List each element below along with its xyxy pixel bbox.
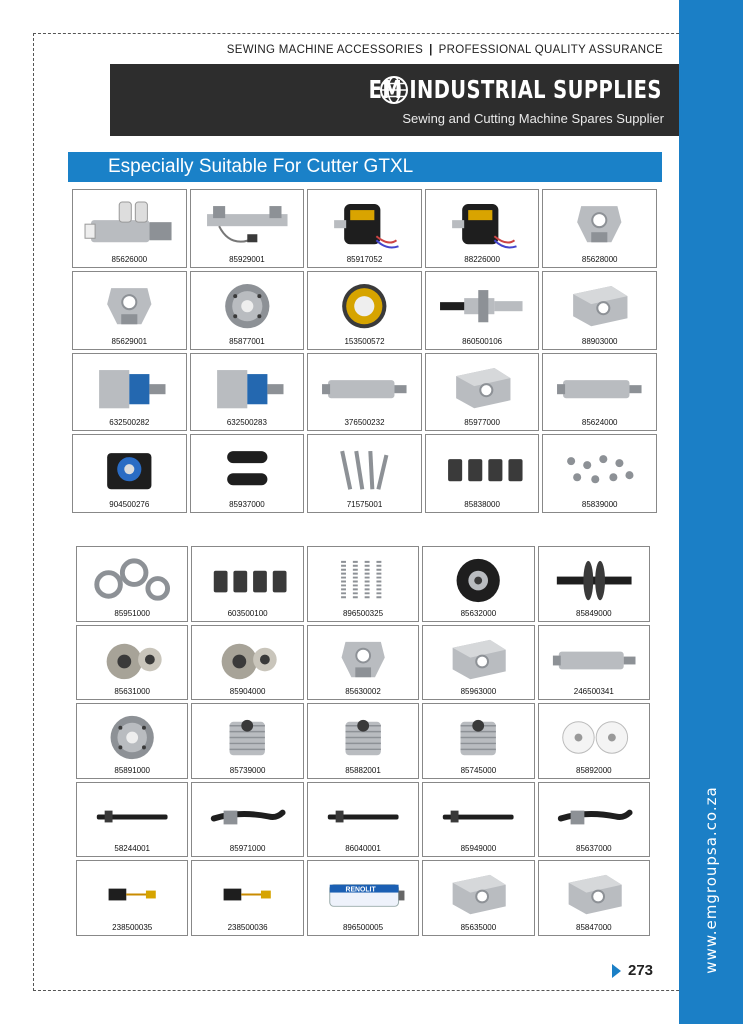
bushings-icon: [434, 441, 531, 497]
product-code: 896500005: [342, 922, 384, 932]
product-cell: [191, 782, 303, 858]
header-tagline: [227, 44, 663, 56]
product-cell: [307, 782, 419, 858]
product-cell: [307, 353, 422, 432]
website-url: www.emgroupsa.co.za: [702, 786, 720, 974]
brand-name: EM INDUSTRIAL SUPPLIES: [368, 75, 662, 104]
product-code: 85632000: [460, 608, 497, 618]
product-code: 85971000: [229, 844, 266, 854]
rings-icon: [85, 553, 179, 608]
product-cell: [307, 434, 422, 513]
section-title: Especially Suitable For Cutter GTXL: [68, 152, 662, 182]
product-cell: [191, 546, 303, 622]
gear-pulley-icon: [200, 710, 294, 765]
product-cell: [538, 860, 650, 936]
product-code: 632500282: [109, 418, 150, 428]
product-cell: [538, 782, 650, 858]
motor-icon: [316, 196, 413, 252]
product-cell: [190, 189, 305, 268]
tube-icon: [316, 867, 410, 922]
product-cell: [76, 703, 188, 779]
product-cell: [307, 703, 419, 779]
product-code: 85739000: [229, 765, 266, 775]
block-icon: [434, 360, 531, 416]
product-code: 85882001: [345, 765, 381, 775]
product-code: 85629001: [111, 336, 148, 346]
product-cell: [425, 434, 540, 513]
product-cell: [190, 434, 305, 513]
cylinder-icon: [316, 360, 413, 416]
page-number: 273: [628, 962, 654, 979]
product-code: 85839000: [581, 500, 618, 509]
cylinder-icon: [547, 632, 641, 687]
block-icon: [551, 278, 648, 334]
product-cell: [422, 782, 534, 858]
product-cell: [307, 189, 422, 268]
product-code: 85847000: [576, 922, 612, 932]
product-code: 603500100: [227, 608, 268, 618]
tagline-separator: |: [429, 44, 433, 56]
product-cell: [76, 625, 188, 701]
product-code: 632500283: [226, 418, 267, 428]
cylinder-block-icon: [81, 196, 178, 252]
product-code: 85937000: [229, 500, 265, 509]
product-cell: [422, 860, 534, 936]
grind-wheel-icon: [85, 632, 179, 687]
product-code: 85838000: [464, 500, 500, 509]
product-cell: [422, 625, 534, 701]
product-code: 86040001: [345, 844, 381, 854]
product-code: 85949000: [460, 844, 497, 854]
bracket-icon: [81, 278, 178, 334]
product-cell: [191, 625, 303, 701]
disc-icon: [85, 710, 179, 765]
product-code: 85628000: [581, 254, 618, 264]
product-cell: [538, 546, 650, 622]
rail-bracket-icon: [199, 196, 296, 252]
white-rollers-icon: [547, 710, 641, 765]
product-code: 88226000: [464, 254, 500, 264]
product-code: 85904000: [229, 687, 266, 697]
product-code: 238500036: [227, 922, 268, 932]
rod-icon: [316, 789, 410, 844]
bushings-icon: [200, 553, 294, 608]
product-code: 85631000: [114, 687, 150, 697]
page-arrow-icon: [612, 964, 621, 978]
product-code: 85849000: [576, 608, 612, 618]
product-code: 85977000: [464, 418, 500, 428]
product-cell: [76, 782, 188, 858]
product-code: 85637000: [576, 844, 612, 854]
product-code: 85951000: [114, 608, 150, 618]
tagline-right: PROFESSIONAL QUALITY ASSURANCE: [438, 44, 663, 56]
product-cell: [72, 353, 187, 432]
product-cell: [72, 271, 187, 350]
brush-icon: [85, 867, 179, 922]
brand-banner: [110, 64, 679, 136]
product-cell: [422, 703, 534, 779]
product-cell: [307, 271, 422, 350]
product-cell: [425, 271, 540, 350]
grind-wheel-icon: [200, 632, 294, 687]
product-code: 246500341: [573, 687, 614, 697]
bracket-icon: [316, 632, 410, 687]
gear-motor-icon: [81, 360, 178, 416]
lever-icon: [200, 789, 294, 844]
product-cell: [72, 189, 187, 268]
product-cell: [190, 271, 305, 350]
relay-icon: [81, 441, 178, 497]
product-cell: [191, 860, 303, 936]
product-cell: [425, 189, 540, 268]
product-code: 85877001: [229, 336, 265, 346]
cylinder-icon: [551, 360, 648, 416]
springs-icon: [316, 553, 410, 608]
product-cell: [307, 625, 419, 701]
product-code: 85917052: [346, 254, 383, 264]
disc-icon: [199, 278, 296, 334]
product-code: 85892000: [576, 765, 612, 775]
product-code: 85635000: [460, 922, 497, 932]
gear-pulley-icon: [316, 710, 410, 765]
nuts-icon: [551, 441, 648, 497]
product-cell: [425, 353, 540, 432]
product-code: 58244001: [114, 844, 150, 854]
shaft-icon: [434, 278, 531, 334]
product-cell: [542, 434, 657, 513]
product-code: 88903000: [581, 336, 618, 346]
product-code: 71575001: [346, 500, 383, 509]
product-cell: [307, 860, 419, 936]
product-grid-1: [72, 189, 657, 513]
product-cell: [542, 353, 657, 432]
lever-icon: [547, 789, 641, 844]
motor-icon: [434, 196, 531, 252]
product-cell: [538, 625, 650, 701]
product-code: 896500325: [342, 608, 384, 618]
product-cell: [307, 546, 419, 622]
product-code: 238500035: [112, 922, 153, 932]
product-cell: [72, 434, 187, 513]
product-cell: [542, 271, 657, 350]
brush-icon: [200, 867, 294, 922]
block-icon: [547, 867, 641, 922]
product-code: 376500232: [344, 418, 385, 428]
product-cell: [190, 353, 305, 432]
product-code: 85745000: [460, 765, 497, 775]
brand-subtitle: Sewing and Cutting Machine Spares Supplier: [402, 111, 664, 126]
product-cell: [422, 546, 534, 622]
product-code: 85929001: [229, 254, 265, 264]
sleeves-icon: [199, 441, 296, 497]
product-cell: [542, 189, 657, 268]
product-code: 85626000: [111, 254, 148, 264]
product-cell: [76, 546, 188, 622]
tube-label: RENOLIT: [345, 886, 376, 894]
product-cell: [538, 703, 650, 779]
rod-icon: [85, 789, 179, 844]
product-code: 85891000: [114, 765, 150, 775]
product-cell: [76, 860, 188, 936]
block-icon: [431, 632, 525, 687]
wheel-icon: [431, 553, 525, 608]
product-grid-2: [76, 546, 650, 936]
gear-motor-icon: [199, 360, 296, 416]
pulley-icon: [547, 553, 641, 608]
bracket-icon: [551, 196, 648, 252]
bearing-ring-icon: [316, 278, 413, 334]
product-code: 153500572: [344, 336, 385, 346]
product-code: 904500276: [109, 500, 150, 509]
rod-icon: [431, 789, 525, 844]
pins-icon: [316, 441, 413, 497]
block-icon: [431, 867, 525, 922]
product-code: 85624000: [581, 418, 618, 428]
product-code: 860500106: [462, 336, 503, 346]
product-code: 85963000: [460, 687, 497, 697]
product-code: 85630002: [345, 687, 381, 697]
tagline-left: SEWING MACHINE ACCESSORIES: [226, 44, 424, 56]
product-cell: [191, 703, 303, 779]
gear-pulley-icon: [431, 710, 525, 765]
